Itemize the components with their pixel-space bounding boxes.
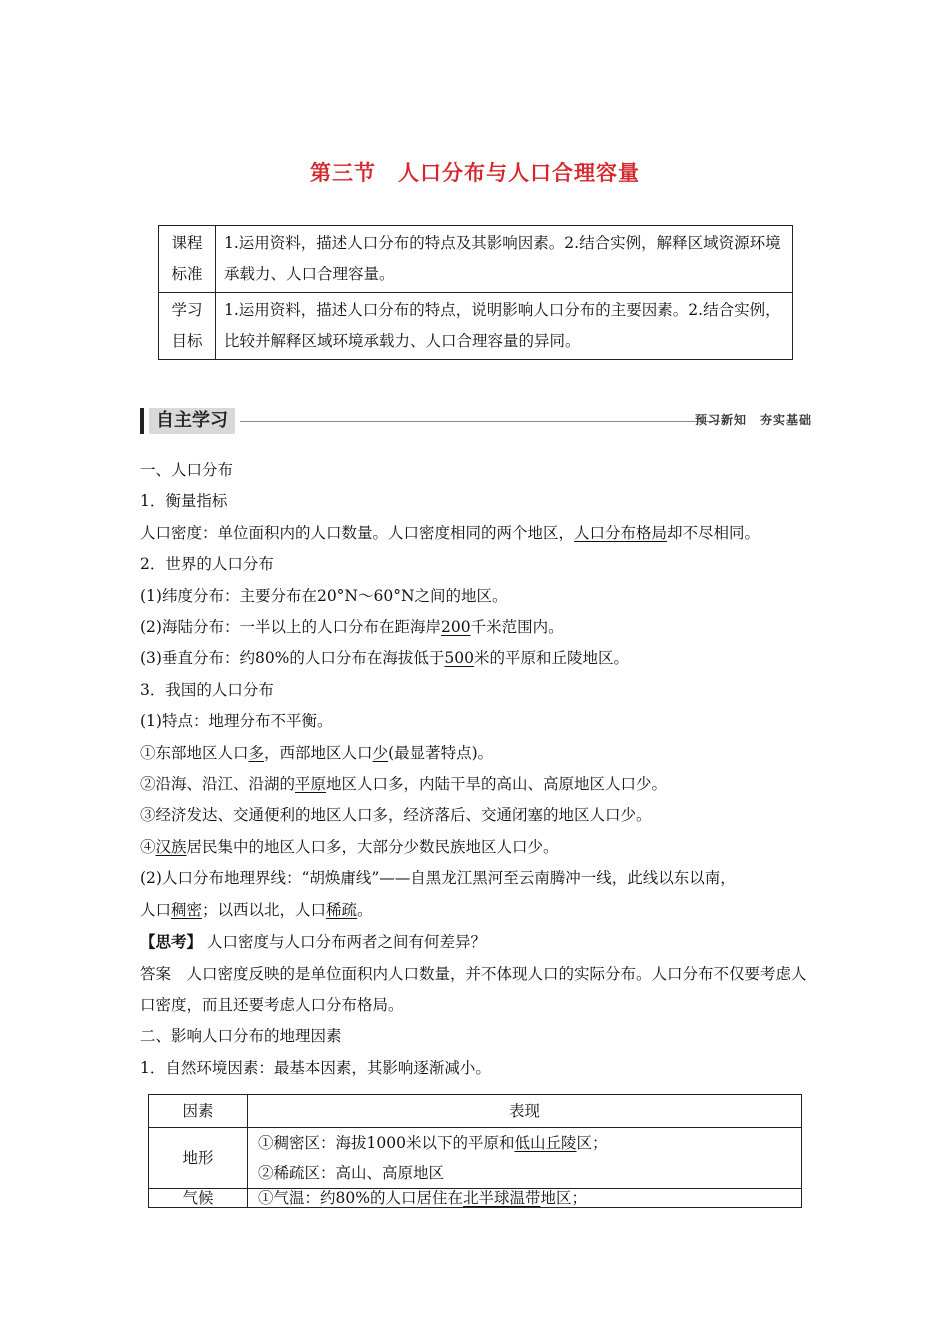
fill-answer: 北半球温带 — [462, 1189, 541, 1207]
table-row — [159, 226, 793, 293]
curriculum-standards-table — [158, 225, 793, 360]
paragraph: (2)海陆分布：一半以上的人口分布在距海岸200千米范围内。 — [140, 618, 564, 637]
table-row — [159, 293, 793, 360]
heading: 二、影响人口分布的地理因素 — [140, 1027, 342, 1046]
paragraph: 人口稠密；以西以北，人口稀疏。 — [140, 900, 373, 919]
section-marker — [140, 408, 144, 434]
fill-answer: 汉族 — [155, 837, 187, 856]
factor-label: 气候 — [149, 1189, 248, 1208]
section-header — [140, 405, 812, 435]
fill-answer: 500 — [444, 649, 475, 668]
paragraph: (1)特点：地理分布不平衡。 — [140, 712, 333, 731]
label-line: 课程 — [171, 234, 203, 252]
think-question: 【思考】 人口密度与人口分布两者之间有何差异？ — [140, 932, 486, 952]
subheading: 2．世界的人口分布 — [140, 555, 274, 574]
label-line: 目标 — [171, 332, 203, 350]
table-row — [149, 1128, 802, 1189]
column-header: 表现 — [248, 1095, 802, 1128]
subheading: 1．自然环境因素：最基本因素，其影响逐渐减小。 — [140, 1058, 491, 1077]
paragraph: ③经济发达、交通便利的地区人口多，经济落后、交通闭塞的地区人口少。 — [140, 806, 652, 825]
fill-answer: 稠密 — [171, 900, 203, 919]
paragraph: (2)人口分布地理界线：“胡焕庸线”——自黑龙江黑河至云南腾冲一线，此线以东以南， — [140, 869, 736, 888]
main-content — [140, 455, 820, 1084]
title-topic: 人口分布与人口合理容量 — [398, 161, 640, 185]
factor-description: ①稠密区：海拔1000米以下的平原和低山丘陵区； ②稀疏区：高山、高原地区 — [248, 1128, 802, 1189]
answer-tag: 答案 — [140, 964, 172, 983]
table-row — [149, 1189, 802, 1208]
fill-answer: 低山丘陵 — [514, 1134, 577, 1152]
subheading: 3．我国的人口分布 — [140, 680, 274, 699]
paragraph: 人口密度：单位面积内的人口数量。人口密度相同的两个地区，人口分布格局却不尽相同。 — [140, 523, 761, 542]
row-label — [159, 293, 216, 360]
paragraph: (3)垂直分布：约80%的人口分布在海拔低于500米的平原和丘陵地区。 — [140, 649, 630, 668]
fill-answer: 人口分布格局 — [574, 523, 668, 542]
paragraph: ①东部地区人口多，西部地区人口少(最显著特点)。 — [140, 743, 494, 762]
row-text: 1.运用资料，描述人口分布的特点及其影响因素。2.结合实例，解释区域资源环境承载力、人口合理容量。 — [216, 226, 793, 293]
title-section-number: 第三节 — [310, 161, 376, 185]
fill-answer: 200 — [440, 618, 471, 637]
fill-answer: 稀疏 — [326, 900, 358, 919]
factor-description: ①气温：约80%的人口居住在北半球温带地区； — [248, 1189, 802, 1208]
section-title: 自主学习 — [149, 408, 235, 434]
heading: 一、人口分布 — [140, 461, 234, 479]
page-title — [0, 157, 950, 187]
fill-answer: 少 — [372, 743, 389, 762]
fill-answer: 平原 — [295, 775, 327, 794]
factors-table — [148, 1094, 802, 1208]
row-label — [159, 226, 216, 293]
section-divider — [240, 421, 720, 422]
section-subtitle: 预习新知 夯实基础 — [694, 413, 812, 427]
paragraph: ②沿海、沿江、沿湖的平原地区人口多，内陆干旱的高山、高原地区人口少。 — [140, 775, 668, 794]
row-text: 1.运用资料，描述人口分布的特点，说明影响人口分布的主要因素。2.结合实例，比较并解释区域环境承载力、人口合理容量的异同。 — [216, 293, 793, 360]
column-header: 因素 — [149, 1095, 248, 1128]
think-tag: 【思考】 — [140, 932, 203, 952]
paragraph: ④汉族居民集中的地区人口多，大部分少数民族地区人口少。 — [140, 837, 559, 856]
fill-answer: 多 — [248, 743, 265, 762]
label-line: 标准 — [171, 265, 203, 283]
paragraph: (1)纬度分布：主要分布在20°N～60°N之间的地区。 — [140, 586, 508, 605]
label-line: 学习 — [171, 301, 203, 319]
factor-label: 地形 — [149, 1128, 248, 1189]
subheading: 1．衡量指标 — [140, 492, 228, 511]
table-header-row — [149, 1095, 802, 1128]
answer-paragraph: 答案 人口密度反映的是单位面积内人口数量，并不体现人口的实际分布。人口分布不仅要考虑人口密度，而且还要考虑人口分布格局。 — [140, 964, 807, 1014]
